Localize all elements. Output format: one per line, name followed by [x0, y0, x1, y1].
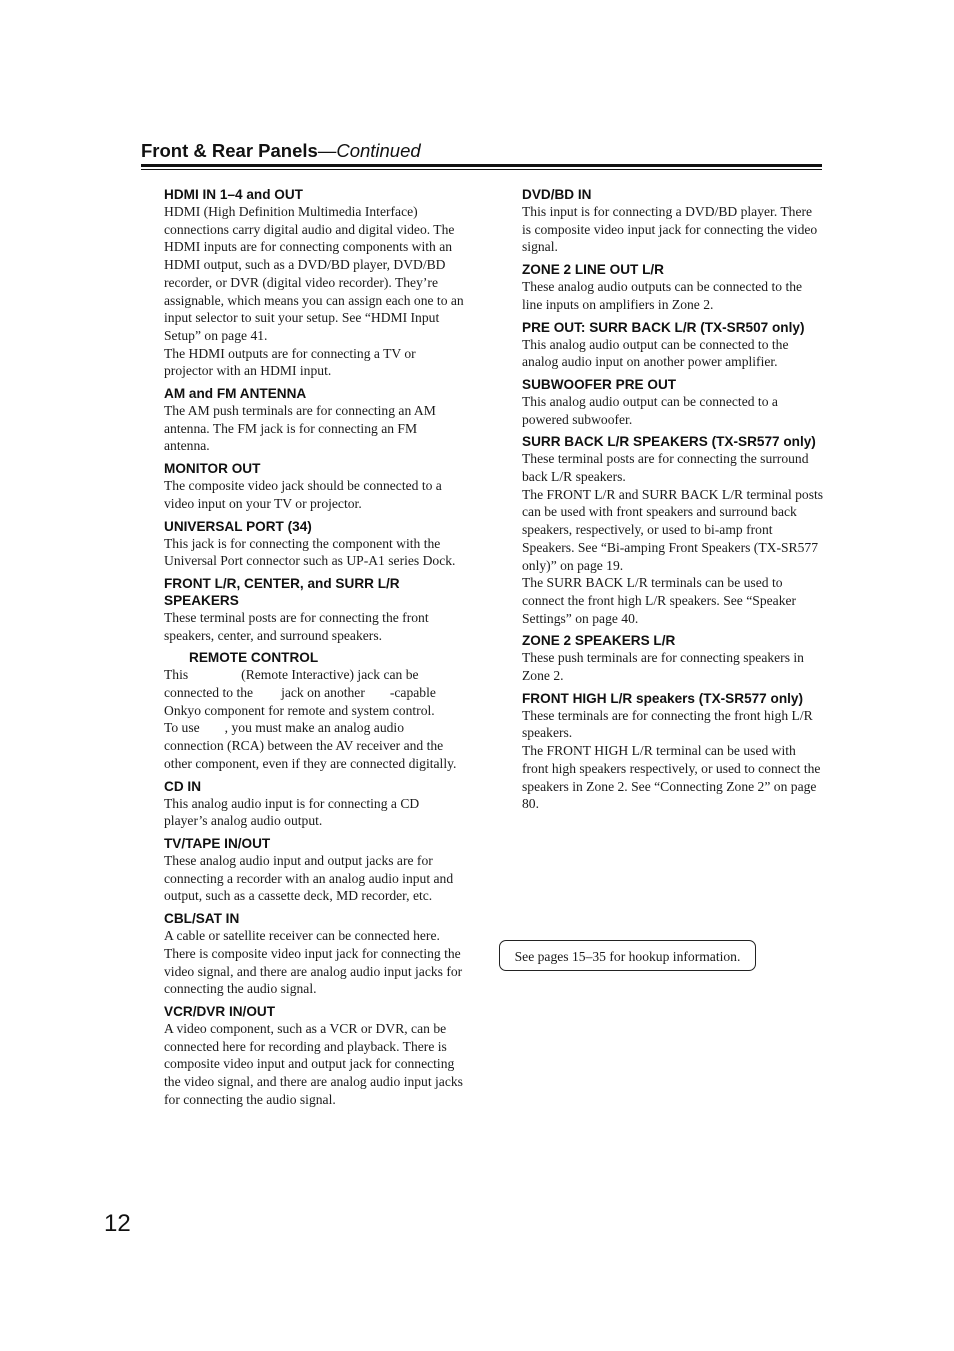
entry-text: The composite video jack should be connected to a video input on your TV or projector. [164, 478, 442, 511]
entry-cd-in [164, 778, 464, 830]
entry-hdmi [164, 186, 464, 380]
entry-text: This analog audio output can be connected to a powered subwoofer. [522, 393, 778, 427]
page-header [141, 139, 822, 170]
page-number: 12 [104, 1210, 131, 1237]
entry-title: CBL/SAT IN [164, 911, 240, 927]
entry-text: These terminals are for connecting the front high L/R speakers. [522, 707, 813, 741]
entry-text: This (Remote Interactive) jack can be connected to the jack on another -capable Onkyo component for remote and system control. To use , you must make an analog audio connection (RCA) between the AV receiver and the other component, even if they are connected digitally. [164, 667, 457, 771]
entry-pre-out [522, 319, 824, 371]
entry-title: AM and FM ANTENNA [164, 386, 307, 402]
entry-text: The AM push terminals are for connecting an AM antenna. The FM jack is for connecting an FM antenna. [164, 403, 436, 454]
entry-text: This jack is for connecting the component with the Universal Port connector such as UP-A1 series Dock. [164, 535, 456, 569]
entry-dvd-bd [522, 186, 824, 256]
entry-text: The FRONT HIGH L/R terminal can be used with front high speakers respectively, or used to connect the speakers in Zone 2. See “Connecting Zone 2” on page 80. [522, 743, 821, 812]
entry-front-speakers [164, 575, 464, 644]
entry-title: MONITOR OUT [164, 461, 261, 477]
entry-text: HDMI (High Definition Multimedia Interface) connections carry digital audio and digital video. The HDMI inputs are for connecting components with an HDMI output, such as a DVD/BD player, DVD/BD recorder, or DVR (digital video recorder). They’re assignable, which means you can assign each one to an input selector to suit your setup. See “HDMI Input Setup” on page 41. [164, 204, 464, 343]
entry-vcr-dvr [164, 1003, 464, 1109]
entry-text: The FRONT L/R and SURR BACK L/R terminal posts can be used with front speakers and surround back speakers, respectively, or used to bi-amp front Speakers. See “Bi-amping Front Speakers (TX-SR577 only)” on page 19. [522, 486, 824, 573]
left-column [164, 186, 464, 1113]
entry-text: These analog audio outputs can be connected to the line inputs on amplifiers in Zone 2. [522, 279, 803, 312]
hookup-note: See pages 15–35 for hookup information. [499, 940, 756, 971]
entry-antenna [164, 385, 464, 455]
entry-text: These terminal posts are for connecting the front speakers, center, and surround speakers. [164, 609, 429, 643]
entry-text: The SURR BACK L/R terminals can be used to connect the front high L/R speakers. See “Speaker Settings” on page 40. [522, 575, 797, 626]
entry-title: DVD/BD IN [522, 187, 592, 202]
entry-title: ZONE 2 SPEAKERS L/R [522, 633, 676, 649]
entry-title: FRONT L/R, CENTER, and SURR L/R SPEAKERS [164, 575, 400, 608]
header-rule-thin [141, 169, 822, 170]
entry-title: HDMI IN 1–4 and OUT [164, 187, 303, 202]
entry-text: A cable or satellite receiver can be connected here. There is composite video input jack for connecting the video signal, and there are analog audio input jacks for connecting the audio signal. [164, 928, 463, 997]
entry-text: The HDMI outputs are for connecting a TV or projector with an HDMI input. [164, 345, 416, 379]
entry-title: REMOTE CONTROL [189, 650, 319, 666]
entry-title: SURR BACK L/R SPEAKERS (TX-SR577 only) [522, 434, 816, 450]
entry-cbl-sat [164, 910, 464, 998]
entry-tv-tape [164, 835, 464, 905]
page-title [141, 139, 822, 163]
entry-title: SUBWOOFER PRE OUT [522, 376, 677, 392]
right-column [522, 186, 824, 818]
entry-zone2-speakers [522, 632, 824, 684]
header-rule-thick [141, 164, 822, 167]
entry-front-high [522, 690, 824, 813]
entry-monitor-out [164, 460, 464, 512]
entry-text: This analog audio input is for connecting a CD player’s analog audio output. [164, 795, 420, 829]
entry-title: TV/TAPE IN/OUT [164, 835, 271, 851]
entry-text: These push terminals are for connecting speakers in Zone 2. [522, 650, 804, 684]
entry-title: FRONT HIGH L/R speakers (TX-SR577 only) [522, 690, 803, 706]
page-title-text: Front & Rear Panels [141, 140, 318, 161]
entry-surr-back [522, 433, 824, 627]
entry-text: A video component, such as a VCR or DVR, can be connected here for recording and playback. There is composite video input and output jack for connecting the video signal, and there are analog audio input jacks for connecting the audio signal. [164, 1020, 463, 1107]
entry-title: VCR/DVR IN/OUT [164, 1003, 276, 1019]
entry-text: This input is for connecting a DVD/BD player. There is composite video input jack for connecting the video signal. [522, 204, 818, 255]
entry-title: CD IN [164, 778, 202, 794]
page-title-continued: —Continued [317, 140, 421, 161]
entry-text: These terminal posts are for connecting the surround back L/R speakers. [522, 451, 809, 485]
entry-title: PRE OUT: SURR BACK L/R (TX-SR507 only) [522, 319, 805, 335]
entry-title: ZONE 2 LINE OUT L/R [522, 262, 664, 278]
entry-text: These analog audio input and output jacks are for connecting a recorder with an analog audio input and output, such as a cassette deck, MD recorder, etc. [164, 852, 454, 904]
entry-subwoofer [522, 376, 824, 428]
entry-zone2-line-out [522, 261, 824, 313]
entry-universal-port [164, 518, 464, 570]
entry-text: This analog audio output can be connected to the analog audio input on another power amplifier. [522, 336, 789, 370]
entry-title: UNIVERSAL PORT (34) [164, 518, 312, 534]
entry-remote-control [164, 649, 464, 772]
